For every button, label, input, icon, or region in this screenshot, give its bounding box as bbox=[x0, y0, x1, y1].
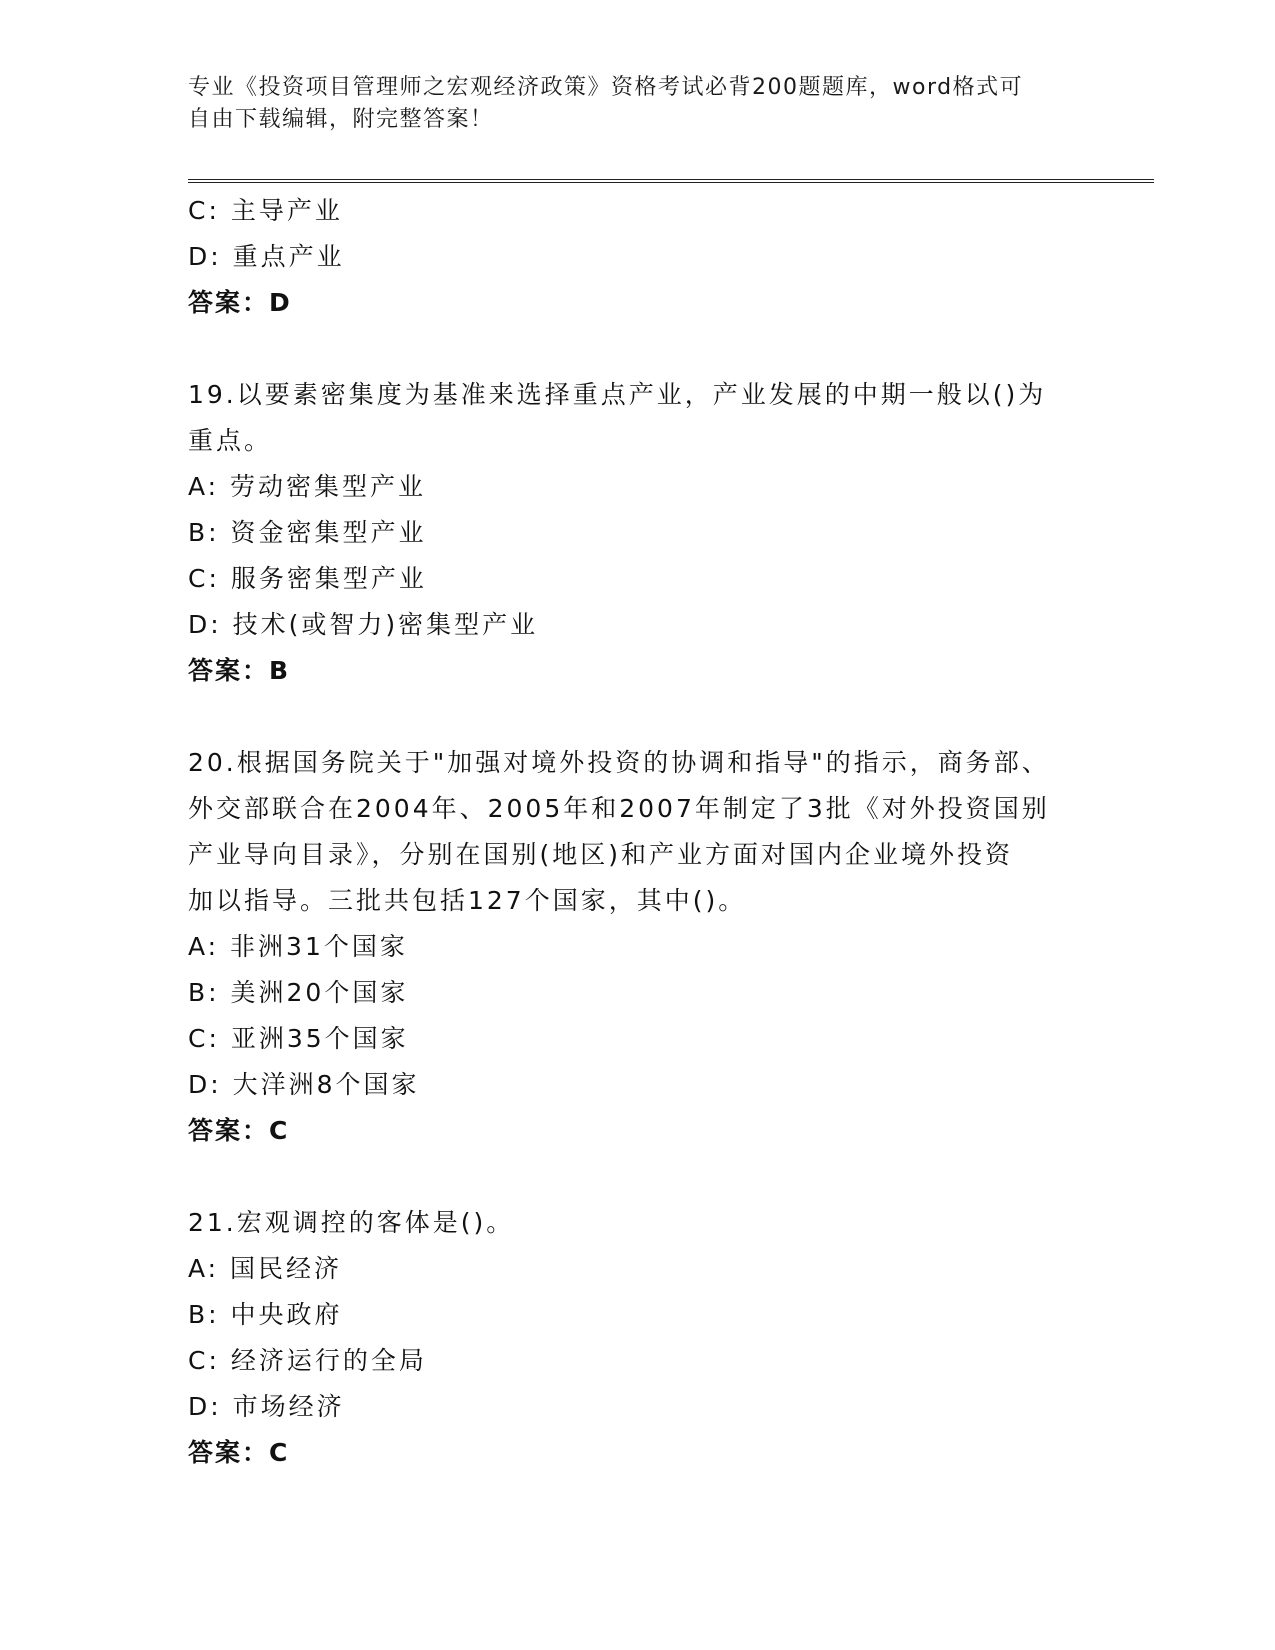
option-d: D: 市场经济 bbox=[188, 1392, 345, 1421]
spacer bbox=[188, 326, 1088, 372]
spacer bbox=[188, 694, 1088, 740]
option-b: B: 美洲20个国家 bbox=[188, 978, 409, 1007]
option-c: C: 服务密集型产业 bbox=[188, 564, 427, 593]
spacer bbox=[188, 1154, 1088, 1200]
question-stem-line: 产业导向目录》，分别在国别(地区)和产业方面对国内企业境外投资 bbox=[188, 840, 1014, 869]
option-d: D: 大洋洲8个国家 bbox=[188, 1070, 420, 1099]
question-19 bbox=[188, 372, 1088, 694]
option-c: C: 主导产业 bbox=[188, 196, 343, 225]
question-stem-line: 重点。 bbox=[188, 426, 273, 455]
answer-line: 答案：C bbox=[188, 1116, 290, 1145]
page-header bbox=[188, 72, 1068, 136]
question-stem-line: 20.根据国务院关于"加强对境外投资的协调和指导"的指示，商务部、 bbox=[188, 748, 1050, 777]
question-stem-line: 19.以要素密集度为基准来选择重点产业，产业发展的中期一般以()为 bbox=[188, 380, 1047, 409]
answer-line: 答案：B bbox=[188, 656, 291, 685]
question-21 bbox=[188, 1200, 1088, 1476]
header-divider bbox=[188, 179, 1154, 183]
option-c: C: 亚洲35个国家 bbox=[188, 1024, 409, 1053]
option-a: A: 国民经济 bbox=[188, 1254, 343, 1283]
option-b: B: 资金密集型产业 bbox=[188, 518, 427, 547]
option-d: D: 重点产业 bbox=[188, 242, 345, 271]
answer-line: 答案：D bbox=[188, 288, 292, 317]
header-line-2: 自由下载编辑，附完整答案！ bbox=[188, 107, 494, 132]
option-c: C: 经济运行的全局 bbox=[188, 1346, 427, 1375]
answer-line: 答案：C bbox=[188, 1438, 290, 1467]
question-stem-line: 加以指导。三批共包括127个国家，其中()。 bbox=[188, 886, 747, 915]
option-a: A: 劳动密集型产业 bbox=[188, 472, 427, 501]
option-d: D: 技术(或智力)密集型产业 bbox=[188, 610, 539, 639]
option-a: A: 非洲31个国家 bbox=[188, 932, 408, 961]
question-content bbox=[188, 188, 1088, 1476]
header-line-1: 专业《投资项目管理师之宏观经济政策》资格考试必背200题题库，word格式可 bbox=[188, 75, 1024, 100]
question-stem-line: 21.宏观调控的客体是()。 bbox=[188, 1208, 515, 1237]
question-stem-line: 外交部联合在2004年、2005年和2007年制定了3批《对外投资国别 bbox=[188, 794, 1050, 823]
option-b: B: 中央政府 bbox=[188, 1300, 343, 1329]
question-20 bbox=[188, 740, 1088, 1154]
